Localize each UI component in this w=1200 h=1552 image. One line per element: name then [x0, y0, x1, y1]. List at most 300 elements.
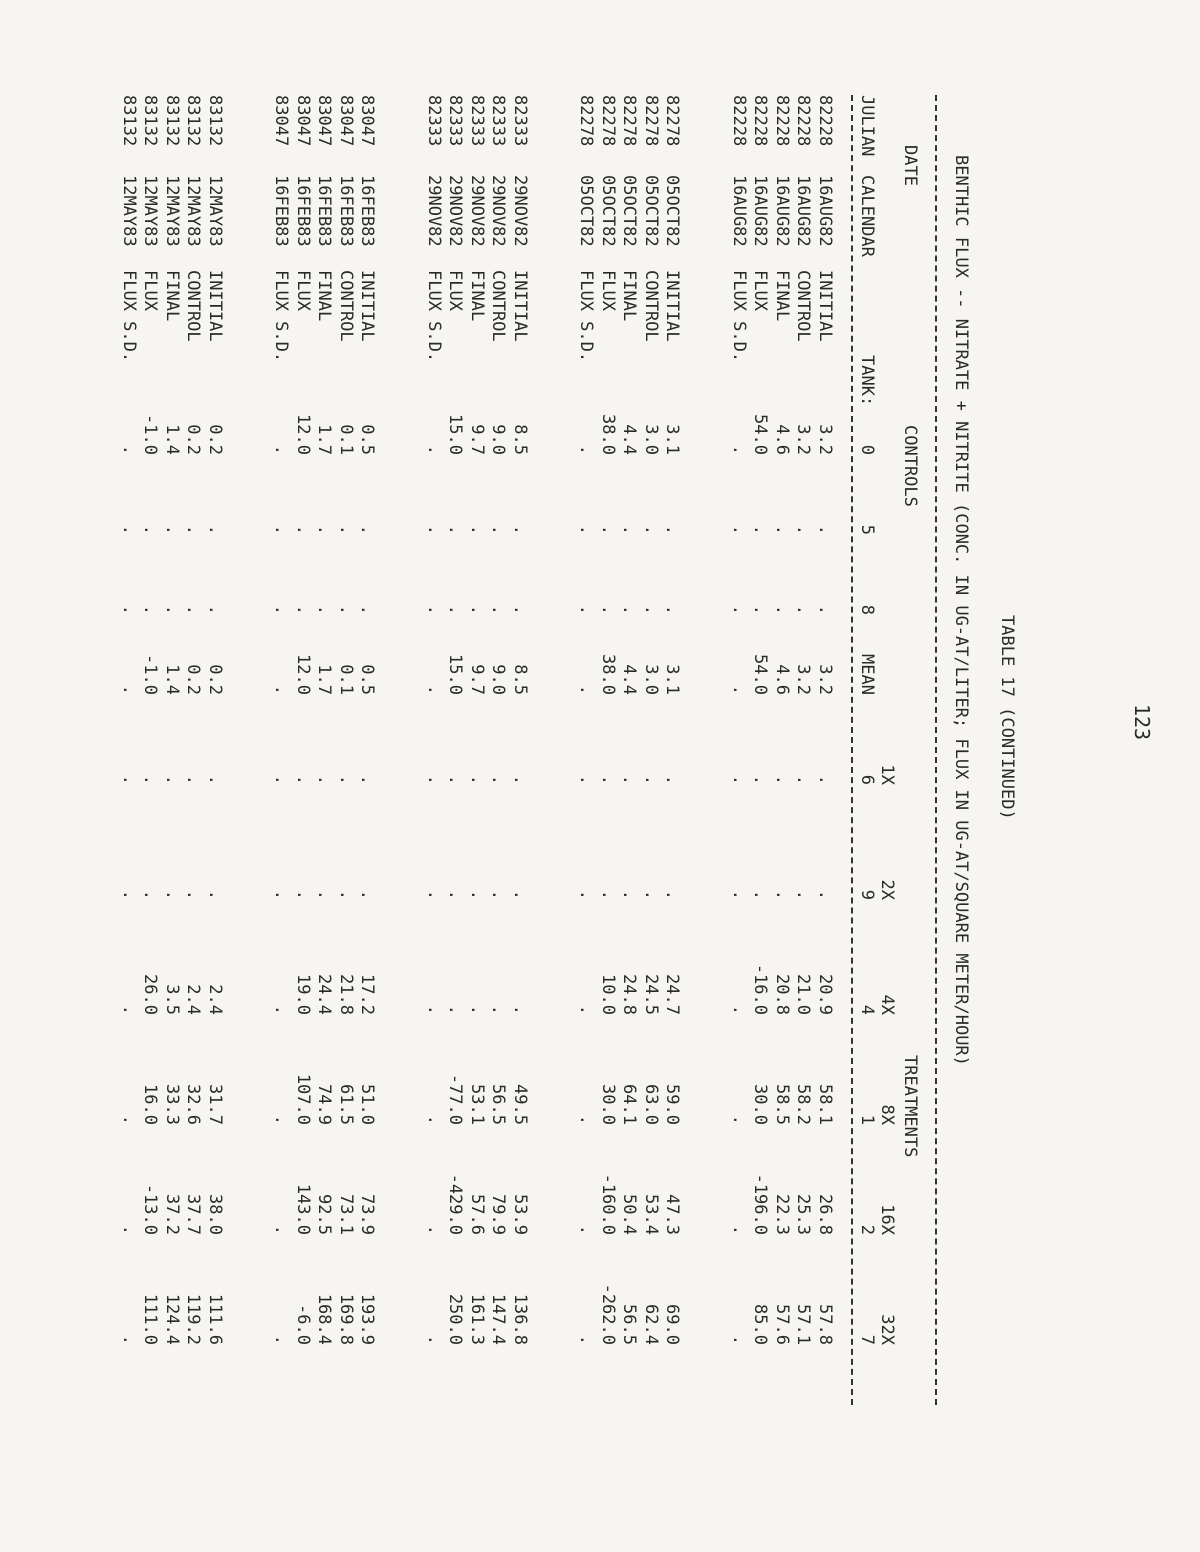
table-cell: 147.4: [488, 1293, 509, 1345]
table-cell: 38.0: [598, 414, 618, 455]
table-cell: .: [424, 604, 444, 615]
julian-header: JULIAN: [857, 95, 877, 157]
table-cell: .: [576, 444, 597, 455]
table-cell: .: [119, 684, 139, 695]
table-cell: .: [336, 774, 356, 785]
table-cell: 4.4: [619, 664, 640, 695]
table-cell: .: [293, 604, 313, 615]
table-cell: .: [619, 774, 640, 785]
calendar-date: 16AUG82: [750, 175, 771, 247]
column-header-multiplier: 16X: [877, 1204, 897, 1235]
table-cell: .: [641, 604, 661, 615]
julian-date: 82333: [488, 95, 509, 147]
calendar-date: 05OCT82: [662, 175, 683, 247]
table-cell: .: [488, 889, 509, 900]
row-type: FLUX S.D.: [424, 270, 444, 363]
table-cell: .: [815, 604, 835, 615]
rotated-table-stage: [115, 95, 1015, 1415]
calendar-date: 12MAY83: [140, 175, 161, 247]
table-cell: .: [119, 1004, 139, 1015]
column-header-tank: 1: [857, 1114, 877, 1125]
column-header-tank: 4: [857, 1004, 877, 1015]
table-cell: .: [619, 889, 640, 900]
table-cell: .: [271, 684, 292, 695]
table-cell: .: [424, 1114, 444, 1125]
table-cell: .: [772, 889, 792, 900]
table-cell: .: [140, 774, 161, 785]
table-cell: .: [271, 1224, 292, 1235]
table-cell: 111.0: [140, 1293, 161, 1345]
table-cell: .: [488, 524, 509, 535]
table-cell: 59.0: [662, 1084, 683, 1125]
calendar-date: 16FEB83: [357, 175, 378, 247]
table-cell: .: [314, 524, 335, 535]
table-cell: .: [140, 889, 161, 900]
table-cell: 2.4: [205, 984, 225, 1015]
column-header-tank: 5: [857, 524, 877, 535]
table-cell: .: [815, 524, 835, 535]
table-cell: 4.6: [772, 424, 792, 455]
julian-date: 82333: [467, 95, 487, 147]
table-cell: .: [641, 524, 661, 535]
row-type: CONTROL: [793, 270, 814, 342]
table-cell: 54.0: [750, 414, 771, 455]
table-cell: 3.0: [641, 424, 661, 455]
table-cell: 4.6: [772, 664, 792, 695]
row-type: FLUX S.D.: [576, 270, 597, 363]
row-type: INITIAL: [815, 270, 835, 342]
table-cell: 119.2: [183, 1293, 204, 1345]
row-type: FLUX: [445, 270, 466, 311]
calendar-date: 16FEB83: [293, 175, 313, 247]
calendar-date: 29NOV82: [467, 175, 487, 247]
table-cell: .: [641, 774, 661, 785]
table-cell: .: [662, 604, 683, 615]
table-cell: .: [772, 774, 792, 785]
calendar-date: 29NOV82: [445, 175, 466, 247]
calendar-date: 16AUG82: [815, 175, 835, 247]
column-header-tank: 6: [857, 774, 877, 785]
table-subtitle: BENTHIC FLUX -- NITRATE + NITRITE (CONC. IN UG-AT/LITER; FLUX IN UG-AT/SQUARE METER/HOUR): [951, 155, 971, 1066]
table-cell: -6.0: [293, 1304, 313, 1345]
controls-header: CONTROLS: [900, 425, 920, 507]
table-cell: .: [336, 889, 356, 900]
table-cell: 24.8: [619, 974, 640, 1015]
table-cell: .: [183, 524, 204, 535]
table-cell: .: [271, 604, 292, 615]
table-cell: .: [424, 889, 444, 900]
column-header-multiplier: 8X: [877, 1104, 897, 1125]
table-cell: .: [314, 889, 335, 900]
table-cell: 9.7: [467, 664, 487, 695]
table-cell: 63.0: [641, 1084, 661, 1125]
table-cell: 0.2: [205, 664, 225, 695]
calendar-date: 05OCT82: [576, 175, 597, 247]
table-cell: 8.5: [510, 424, 530, 455]
table-cell: 49.5: [510, 1084, 530, 1125]
table-cell: 3.2: [793, 664, 814, 695]
row-type: FLUX: [750, 270, 771, 311]
table-cell: 54.0: [750, 654, 771, 695]
table-cell: .: [357, 524, 378, 535]
table-cell: .: [488, 774, 509, 785]
table-cell: 8.5: [510, 664, 530, 695]
table-cell: 9.7: [467, 424, 487, 455]
table-cell: .: [598, 889, 618, 900]
table-cell: .: [793, 889, 814, 900]
table-cell: 37.2: [162, 1194, 182, 1235]
row-type: FLUX S.D.: [729, 270, 749, 363]
table-cell: 85.0: [750, 1304, 771, 1345]
table-cell: 62.4: [641, 1304, 661, 1345]
column-header-tank: MEAN: [857, 654, 877, 695]
table-cell: 10.0: [598, 974, 618, 1015]
table-cell: .: [119, 604, 139, 615]
table-cell: 33.3: [162, 1084, 182, 1125]
table-cell: 0.1: [336, 424, 356, 455]
table-cell: 16.0: [140, 1084, 161, 1125]
table-cell: 21.0: [793, 974, 814, 1015]
table-cell: .: [205, 889, 225, 900]
table-cell: 24.7: [662, 974, 683, 1015]
julian-date: 82228: [729, 95, 749, 147]
table-cell: .: [357, 774, 378, 785]
table-cell: .: [162, 604, 182, 615]
table-cell: .: [119, 1114, 139, 1125]
calendar-date: 29NOV82: [488, 175, 509, 247]
table-cell: 73.9: [357, 1194, 378, 1235]
table-cell: .: [576, 774, 597, 785]
table-cell: .: [729, 684, 749, 695]
table-cell: 56.5: [488, 1084, 509, 1125]
table-cell: .: [598, 774, 618, 785]
table-cell: 50.4: [619, 1194, 640, 1235]
table-cell: .: [119, 1224, 139, 1235]
table-cell: 25.3: [793, 1194, 814, 1235]
table-cell: -196.0: [750, 1173, 771, 1235]
table-cell: .: [815, 774, 835, 785]
table-cell: 58.1: [815, 1084, 835, 1125]
calendar-date: 12MAY83: [205, 175, 225, 247]
table-cell: .: [140, 604, 161, 615]
julian-date: 82333: [510, 95, 530, 147]
table-cell: 74.9: [314, 1084, 335, 1125]
table-cell: 53.1: [467, 1084, 487, 1125]
table-cell: .: [445, 604, 466, 615]
table-cell: .: [271, 1004, 292, 1015]
row-type: CONTROL: [641, 270, 661, 342]
table-cell: 3.1: [662, 664, 683, 695]
table-cell: 1.4: [162, 664, 182, 695]
table-cell: .: [729, 889, 749, 900]
table-cell: .: [140, 524, 161, 535]
row-type: CONTROL: [183, 270, 204, 342]
table-cell: .: [750, 524, 771, 535]
column-header-tank: 9: [857, 889, 877, 900]
table-cell: .: [293, 774, 313, 785]
table-cell: .: [598, 604, 618, 615]
table-cell: .: [510, 889, 530, 900]
table-cell: 58.5: [772, 1084, 792, 1125]
calendar-date: 12MAY83: [162, 175, 182, 247]
julian-date: 82278: [598, 95, 618, 147]
table-cell: 73.1: [336, 1194, 356, 1235]
table-cell: .: [729, 1334, 749, 1345]
table-cell: .: [729, 1114, 749, 1125]
table-cell: .: [729, 444, 749, 455]
table-cell: 56.5: [619, 1304, 640, 1345]
table-cell: .: [467, 604, 487, 615]
table-cell: .: [205, 524, 225, 535]
julian-date: 82278: [662, 95, 683, 147]
row-type: FLUX S.D.: [271, 270, 292, 363]
date-header: DATE: [900, 145, 920, 186]
table-cell: 143.0: [293, 1183, 313, 1235]
table-cell: .: [336, 604, 356, 615]
table-cell: 37.7: [183, 1194, 204, 1235]
table-cell: 3.5: [162, 984, 182, 1015]
table-cell: .: [314, 774, 335, 785]
table-cell: .: [424, 444, 444, 455]
table-cell: .: [729, 604, 749, 615]
table-cell: .: [424, 1224, 444, 1235]
julian-date: 82228: [815, 95, 835, 147]
table-cell: 53.9: [510, 1194, 530, 1235]
table-cell: .: [205, 604, 225, 615]
julian-date: 83047: [336, 95, 356, 147]
table-cell: 3.2: [793, 424, 814, 455]
table-cell: .: [576, 1224, 597, 1235]
calendar-date: 16FEB83: [271, 175, 292, 247]
table-cell: .: [357, 604, 378, 615]
row-type: FLUX: [293, 270, 313, 311]
table-cell: 64.1: [619, 1084, 640, 1125]
table-cell: 57.6: [772, 1304, 792, 1345]
table-cell: .: [162, 774, 182, 785]
row-type: INITIAL: [205, 270, 225, 342]
julian-date: 82228: [793, 95, 814, 147]
julian-date: 83132: [183, 95, 204, 147]
table-cell: .: [729, 524, 749, 535]
row-type: FINAL: [467, 270, 487, 322]
table-cell: .: [445, 524, 466, 535]
table-cell: 3.2: [815, 664, 835, 695]
table-cell: 20.8: [772, 974, 792, 1015]
table-cell: .: [641, 889, 661, 900]
table-cell: 61.5: [336, 1084, 356, 1125]
table-cell: .: [445, 1004, 466, 1015]
table-cell: -16.0: [750, 963, 771, 1015]
table-cell: 111.6: [205, 1293, 225, 1345]
table-cell: .: [729, 1004, 749, 1015]
table-cell: 21.8: [336, 974, 356, 1015]
julian-date: 83132: [140, 95, 161, 147]
table-cell: -429.0: [445, 1173, 466, 1235]
table-title: TABLE 17 (CONTINUED): [997, 615, 1017, 820]
column-header-multiplier: 1X: [877, 764, 897, 785]
table-cell: .: [488, 1004, 509, 1015]
table-cell: 69.0: [662, 1304, 683, 1345]
table-cell: 0.2: [183, 424, 204, 455]
row-type: FLUX: [598, 270, 618, 311]
table-cell: .: [424, 524, 444, 535]
table-cell: 31.7: [205, 1084, 225, 1125]
table-cell: .: [336, 524, 356, 535]
table-cell: .: [119, 1334, 139, 1345]
table-cell: -1.0: [140, 654, 161, 695]
table-cell: 250.0: [445, 1293, 466, 1345]
table-cell: 19.0: [293, 974, 313, 1015]
julian-date: 82228: [772, 95, 792, 147]
table-cell: 15.0: [445, 654, 466, 695]
table-cell: 22.3: [772, 1194, 792, 1235]
table-cell: 161.3: [467, 1293, 487, 1345]
table-cell: 53.4: [641, 1194, 661, 1235]
table-cell: 1.7: [314, 424, 335, 455]
row-type: FINAL: [314, 270, 335, 322]
table-cell: 2.4: [183, 984, 204, 1015]
calendar-header: CALENDAR: [857, 175, 877, 257]
table-cell: .: [467, 774, 487, 785]
table-cell: 30.0: [750, 1084, 771, 1125]
table-cell: .: [293, 524, 313, 535]
table-cell: 15.0: [445, 414, 466, 455]
row-type: FLUX: [140, 270, 161, 311]
table-cell: .: [162, 889, 182, 900]
row-type: INITIAL: [662, 270, 683, 342]
table-cell: 17.2: [357, 974, 378, 1015]
calendar-date: 16AUG82: [729, 175, 749, 247]
table-cell: 38.0: [598, 654, 618, 695]
julian-date: 83047: [271, 95, 292, 147]
table-cell: 3.0: [641, 664, 661, 695]
column-header-multiplier: 2X: [877, 879, 897, 900]
table-cell: .: [576, 889, 597, 900]
table-cell: .: [424, 1004, 444, 1015]
calendar-date: 16AUG82: [772, 175, 792, 247]
table-cell: -13.0: [140, 1183, 161, 1235]
table-cell: .: [729, 774, 749, 785]
table-cell: .: [445, 774, 466, 785]
column-header-tank: 2: [857, 1224, 877, 1235]
table-cell: 1.7: [314, 664, 335, 695]
table-cell: .: [162, 524, 182, 535]
table-cell: 1.4: [162, 424, 182, 455]
julian-date: 83132: [162, 95, 182, 147]
column-header-multiplier: 4X: [877, 994, 897, 1015]
table-cell: 58.2: [793, 1084, 814, 1125]
calendar-date: 05OCT82: [598, 175, 618, 247]
table-cell: .: [662, 889, 683, 900]
table-cell: .: [598, 524, 618, 535]
table-cell: .: [662, 774, 683, 785]
table-cell: .: [424, 1334, 444, 1345]
table-cell: .: [576, 604, 597, 615]
table-cell: .: [119, 774, 139, 785]
table-cell: 0.5: [357, 424, 378, 455]
table-cell: .: [576, 1334, 597, 1345]
table-cell: .: [576, 1114, 597, 1125]
table-cell: .: [510, 604, 530, 615]
table-cell: 38.0: [205, 1194, 225, 1235]
calendar-date: 29NOV82: [424, 175, 444, 247]
julian-date: 83047: [314, 95, 335, 147]
treatments-header: TREATMENTS: [900, 1055, 920, 1158]
table-cell: .: [488, 604, 509, 615]
row-type: INITIAL: [357, 270, 378, 342]
table-cell: .: [510, 1004, 530, 1015]
table-cell: .: [119, 444, 139, 455]
julian-date: 83047: [293, 95, 313, 147]
page-number: 123: [1129, 703, 1154, 741]
julian-date: 83047: [357, 95, 378, 147]
table-cell: .: [271, 1334, 292, 1345]
table-cell: .: [271, 889, 292, 900]
table-cell: 136.8: [510, 1293, 530, 1345]
table-cell: .: [271, 524, 292, 535]
table-cell: 124.4: [162, 1293, 182, 1345]
table-cell: 0.5: [357, 664, 378, 695]
table-cell: .: [750, 774, 771, 785]
table-cell: .: [467, 1004, 487, 1015]
julian-date: 82228: [750, 95, 771, 147]
calendar-date: 12MAY83: [183, 175, 204, 247]
table-cell: .: [424, 774, 444, 785]
table-cell: 57.1: [793, 1304, 814, 1345]
table-cell: .: [314, 604, 335, 615]
table-cell: .: [119, 889, 139, 900]
table-cell: -77.0: [445, 1073, 466, 1125]
julian-date: 83132: [119, 95, 139, 147]
row-type: CONTROL: [488, 270, 509, 342]
table-cell: .: [271, 774, 292, 785]
header-top-rule: [935, 95, 937, 1405]
column-header-multiplier: 32X: [877, 1314, 897, 1345]
table-cell: 30.0: [598, 1084, 618, 1125]
tank-label: TANK:: [857, 355, 877, 407]
table-cell: -160.0: [598, 1173, 618, 1235]
table-cell: .: [271, 1114, 292, 1125]
table-cell: .: [772, 524, 792, 535]
table-cell: 0.1: [336, 664, 356, 695]
calendar-date: 16FEB83: [336, 175, 356, 247]
table-cell: .: [183, 604, 204, 615]
table-cell: .: [510, 524, 530, 535]
table-cell: .: [119, 524, 139, 535]
table-cell: 193.9: [357, 1293, 378, 1345]
table-cell: 169.8: [336, 1293, 356, 1345]
julian-date: 83132: [205, 95, 225, 147]
table-cell: .: [424, 684, 444, 695]
calendar-date: 12MAY83: [119, 175, 139, 247]
table-cell: .: [815, 889, 835, 900]
calendar-date: 16FEB83: [314, 175, 335, 247]
table-cell: .: [750, 889, 771, 900]
table-cell: -1.0: [140, 414, 161, 455]
julian-date: 82333: [445, 95, 466, 147]
table-cell: .: [772, 604, 792, 615]
julian-date: 82278: [576, 95, 597, 147]
table-cell: .: [793, 524, 814, 535]
table-cell: .: [357, 889, 378, 900]
table-cell: .: [205, 774, 225, 785]
row-type: FINAL: [162, 270, 182, 322]
row-type: CONTROL: [336, 270, 356, 342]
calendar-date: 05OCT82: [641, 175, 661, 247]
row-type: FINAL: [619, 270, 640, 322]
table-cell: .: [576, 684, 597, 695]
column-header-tank: 8: [857, 604, 877, 615]
